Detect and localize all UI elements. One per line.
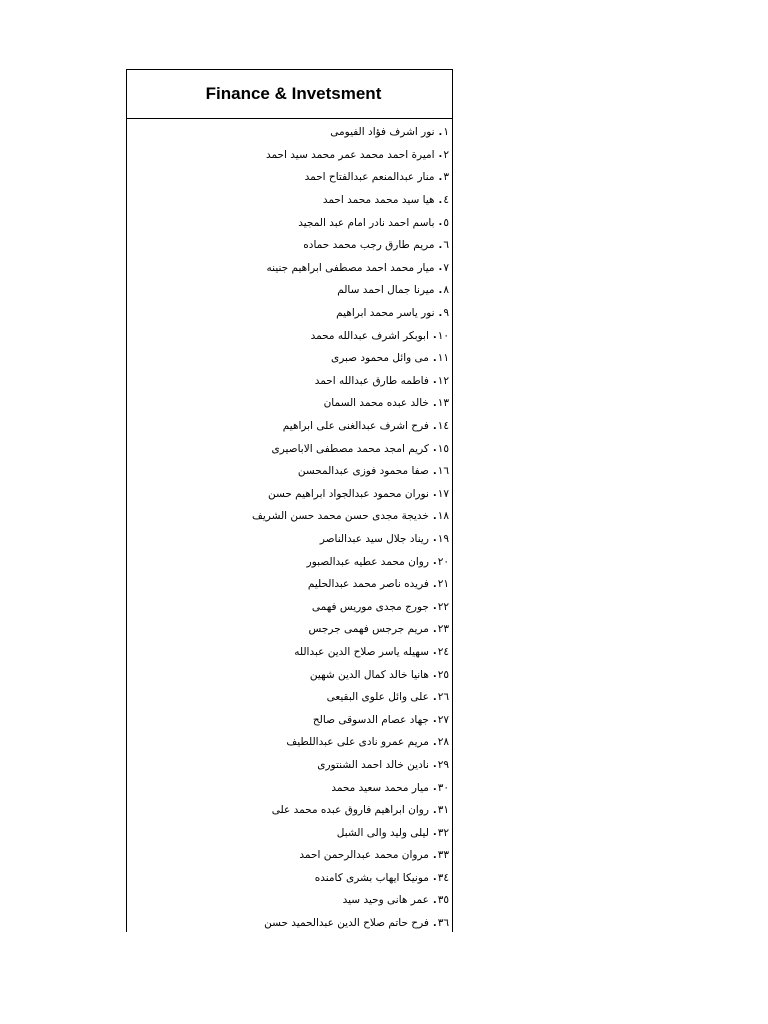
student-name: نور ياسر محمد ابراهيم (336, 307, 435, 320)
table-header (127, 70, 452, 119)
item-number: ١٤ (437, 420, 449, 433)
list-item (127, 799, 452, 822)
student-name: مريم عمرو نادى على عبداللطيف (286, 736, 429, 749)
list-item (127, 415, 452, 438)
bullet-dot-icon: . (438, 126, 443, 138)
item-number: ١١ (437, 352, 449, 365)
item-number: ٢٤ (437, 645, 449, 658)
student-name: نور اشرف فؤاد الفيومى (330, 126, 435, 139)
item-number: ٢ (443, 148, 449, 161)
list-item (127, 618, 452, 641)
item-number: ٨ (443, 284, 449, 297)
bullet-dot-icon: . (432, 782, 437, 794)
item-number: ٣٠ (437, 781, 449, 794)
student-name: روان محمد عطيه عبدالصبور (306, 555, 429, 568)
list-item (127, 392, 452, 415)
student-name: صفا محمود فوزى عبدالمحسن (297, 465, 429, 478)
student-name: عمر هانى وحيد سيد (342, 894, 429, 907)
list-item (127, 483, 452, 506)
item-number: ٢٧ (437, 713, 449, 726)
bullet-dot-icon: . (432, 352, 437, 364)
list-item (127, 189, 452, 212)
bullet-dot-icon: . (432, 894, 437, 906)
bullet-dot-icon: . (432, 669, 437, 681)
item-number: ٢٠ (437, 555, 449, 568)
list-item (127, 708, 452, 731)
item-number: ١ (443, 126, 449, 139)
list-item (127, 234, 452, 257)
item-number: ١٨ (437, 510, 449, 523)
list-item (127, 821, 452, 844)
item-number: ٦ (443, 239, 449, 252)
list-item (127, 324, 452, 347)
bullet-dot-icon: . (432, 691, 437, 703)
student-name: ميار محمد سعيد محمد (331, 781, 429, 794)
item-number: ٢١ (437, 578, 449, 591)
list-item (127, 257, 452, 280)
bullet-dot-icon: . (438, 217, 443, 229)
bullet-dot-icon: . (432, 443, 437, 455)
list-item (127, 844, 452, 867)
student-name: ريناد جلال سيد عبدالناصر (319, 532, 429, 545)
bullet-dot-icon: . (432, 375, 437, 387)
list-item (127, 663, 452, 686)
list-item (127, 573, 452, 596)
student-name: نوران محمود عبدالجواد ابراهيم حسن (267, 487, 429, 500)
bullet-dot-icon: . (432, 601, 437, 613)
list-item (127, 754, 452, 777)
bullet-dot-icon: . (432, 488, 437, 500)
bullet-dot-icon: . (432, 510, 437, 522)
list-item (127, 776, 452, 799)
student-name: فريده ناصر محمد عبدالحليم (307, 578, 429, 591)
bullet-dot-icon: . (432, 736, 437, 748)
list-item (127, 211, 452, 234)
student-name: منار عبدالمنعم عبدالفتاح احمد (304, 171, 435, 184)
item-number: ١٠ (437, 329, 449, 342)
bullet-dot-icon: . (438, 194, 443, 206)
item-number: ٣٣ (437, 849, 449, 862)
bullet-dot-icon: . (432, 578, 437, 590)
bullet-dot-icon: . (432, 556, 437, 568)
list-item (127, 889, 452, 912)
student-name: جهاد عصام الدسوقى صالح (312, 713, 429, 726)
item-number: ٢٩ (437, 758, 449, 771)
student-name: مونيكا ايهاب بشرى كامنده (314, 871, 429, 884)
item-number: ٩ (443, 307, 449, 320)
list-item (127, 528, 452, 551)
item-number: ٣ (443, 171, 449, 184)
list-item (127, 347, 452, 370)
item-number: ١٢ (437, 374, 449, 387)
student-name: اميرة احمد محمد عمر محمد سيد احمد (265, 148, 435, 161)
list-item (127, 460, 452, 483)
student-name: كريم امجد محمد مصطفى الاباصيرى (271, 442, 429, 455)
bullet-dot-icon: . (432, 330, 437, 342)
student-name: ميرنا جمال احمد سالم (337, 284, 435, 297)
bullet-dot-icon: . (432, 646, 437, 658)
student-list (127, 121, 452, 932)
class-list-table (126, 69, 453, 932)
student-name: على وائل علوى البقيعى (326, 691, 429, 704)
item-number: ١٥ (437, 442, 449, 455)
item-number: ٤ (443, 194, 449, 207)
student-name: مى وائل محمود صبرى (330, 352, 429, 365)
item-number: ٢٣ (437, 623, 449, 636)
item-number: ٧ (443, 261, 449, 274)
bullet-dot-icon: . (432, 533, 437, 545)
item-number: ٣٢ (437, 826, 449, 839)
list-item (127, 550, 452, 573)
student-name: مريم طارق رجب محمد حماده (303, 239, 435, 252)
item-number: ٥ (443, 216, 449, 229)
student-name: روان ابراهيم فاروق عبده محمد على (271, 804, 429, 817)
student-name: نادين خالد احمد الشنتورى (317, 758, 429, 771)
item-number: ٢٥ (437, 668, 449, 681)
bullet-dot-icon: . (432, 804, 437, 816)
student-name: خالد عبده محمد السمان (323, 397, 429, 410)
student-name: هانيا خالد كمال الدين شهين (309, 668, 429, 681)
bullet-dot-icon: . (438, 307, 443, 319)
list-item (127, 641, 452, 664)
table-title: Finance & Invetsment (205, 84, 382, 103)
list-item (127, 912, 452, 932)
list-item (127, 302, 452, 325)
item-number: ٢٨ (437, 736, 449, 749)
item-number: ٢٢ (437, 600, 449, 613)
student-name: فاطمه طارق عبدالله احمد (314, 374, 429, 387)
list-item (127, 867, 452, 890)
student-name: مروان محمد عبدالرحمن احمد (299, 849, 429, 862)
student-name: سهيله ياسر صلاح الدين عبدالله (294, 645, 429, 658)
student-name: ابوبكر اشرف عبدالله محمد (310, 329, 429, 342)
bullet-dot-icon: . (438, 149, 443, 161)
bullet-dot-icon: . (438, 284, 443, 296)
student-name: ليلى وليد والى الشبل (336, 826, 429, 839)
item-number: ١٦ (437, 465, 449, 478)
student-name: هيا سيد محمد محمد احمد (322, 194, 435, 207)
list-item (127, 686, 452, 709)
item-number: ٢٦ (437, 691, 449, 704)
student-name: جورج مجدى موريس فهمى (311, 600, 429, 613)
bullet-dot-icon: . (432, 623, 437, 635)
student-name: ميار محمد احمد مصطفى ابراهيم جنينه (266, 261, 435, 274)
item-number: ١٩ (437, 532, 449, 545)
student-name: فرح اشرف عبدالغنى على ابراهيم (282, 420, 429, 433)
student-name: خديجة مجدى حسن محمد حسن الشريف (252, 510, 429, 523)
list-item (127, 731, 452, 754)
bullet-dot-icon: . (438, 171, 443, 183)
bullet-dot-icon: . (438, 239, 443, 251)
bullet-dot-icon: . (438, 262, 443, 274)
bullet-dot-icon: . (432, 849, 437, 861)
list-item (127, 505, 452, 528)
list-item (127, 437, 452, 460)
item-number: ٣١ (437, 804, 449, 817)
bullet-dot-icon: . (432, 827, 437, 839)
bullet-dot-icon: . (432, 872, 437, 884)
item-number: ١٧ (437, 487, 449, 500)
bullet-dot-icon: . (432, 759, 437, 771)
student-name: مريم جرجس فهمى جرجس (308, 623, 429, 636)
bullet-dot-icon: . (432, 420, 437, 432)
list-item (127, 166, 452, 189)
list-item (127, 121, 452, 144)
list-item (127, 144, 452, 167)
student-name: فرح حاتم صلاح الدين عبدالحميد حسن (264, 917, 429, 930)
item-number: ٣٥ (437, 894, 449, 907)
list-item (127, 595, 452, 618)
item-number: ٣٦ (437, 917, 449, 930)
bullet-dot-icon: . (432, 397, 437, 409)
bullet-dot-icon: . (432, 714, 437, 726)
list-item (127, 279, 452, 302)
student-name: باسم احمد نادر امام عبد المجيد (298, 216, 435, 229)
bullet-dot-icon: . (432, 917, 437, 929)
item-number: ١٣ (437, 397, 449, 410)
bullet-dot-icon: . (432, 465, 437, 477)
list-item (127, 370, 452, 393)
item-number: ٣٤ (437, 871, 449, 884)
